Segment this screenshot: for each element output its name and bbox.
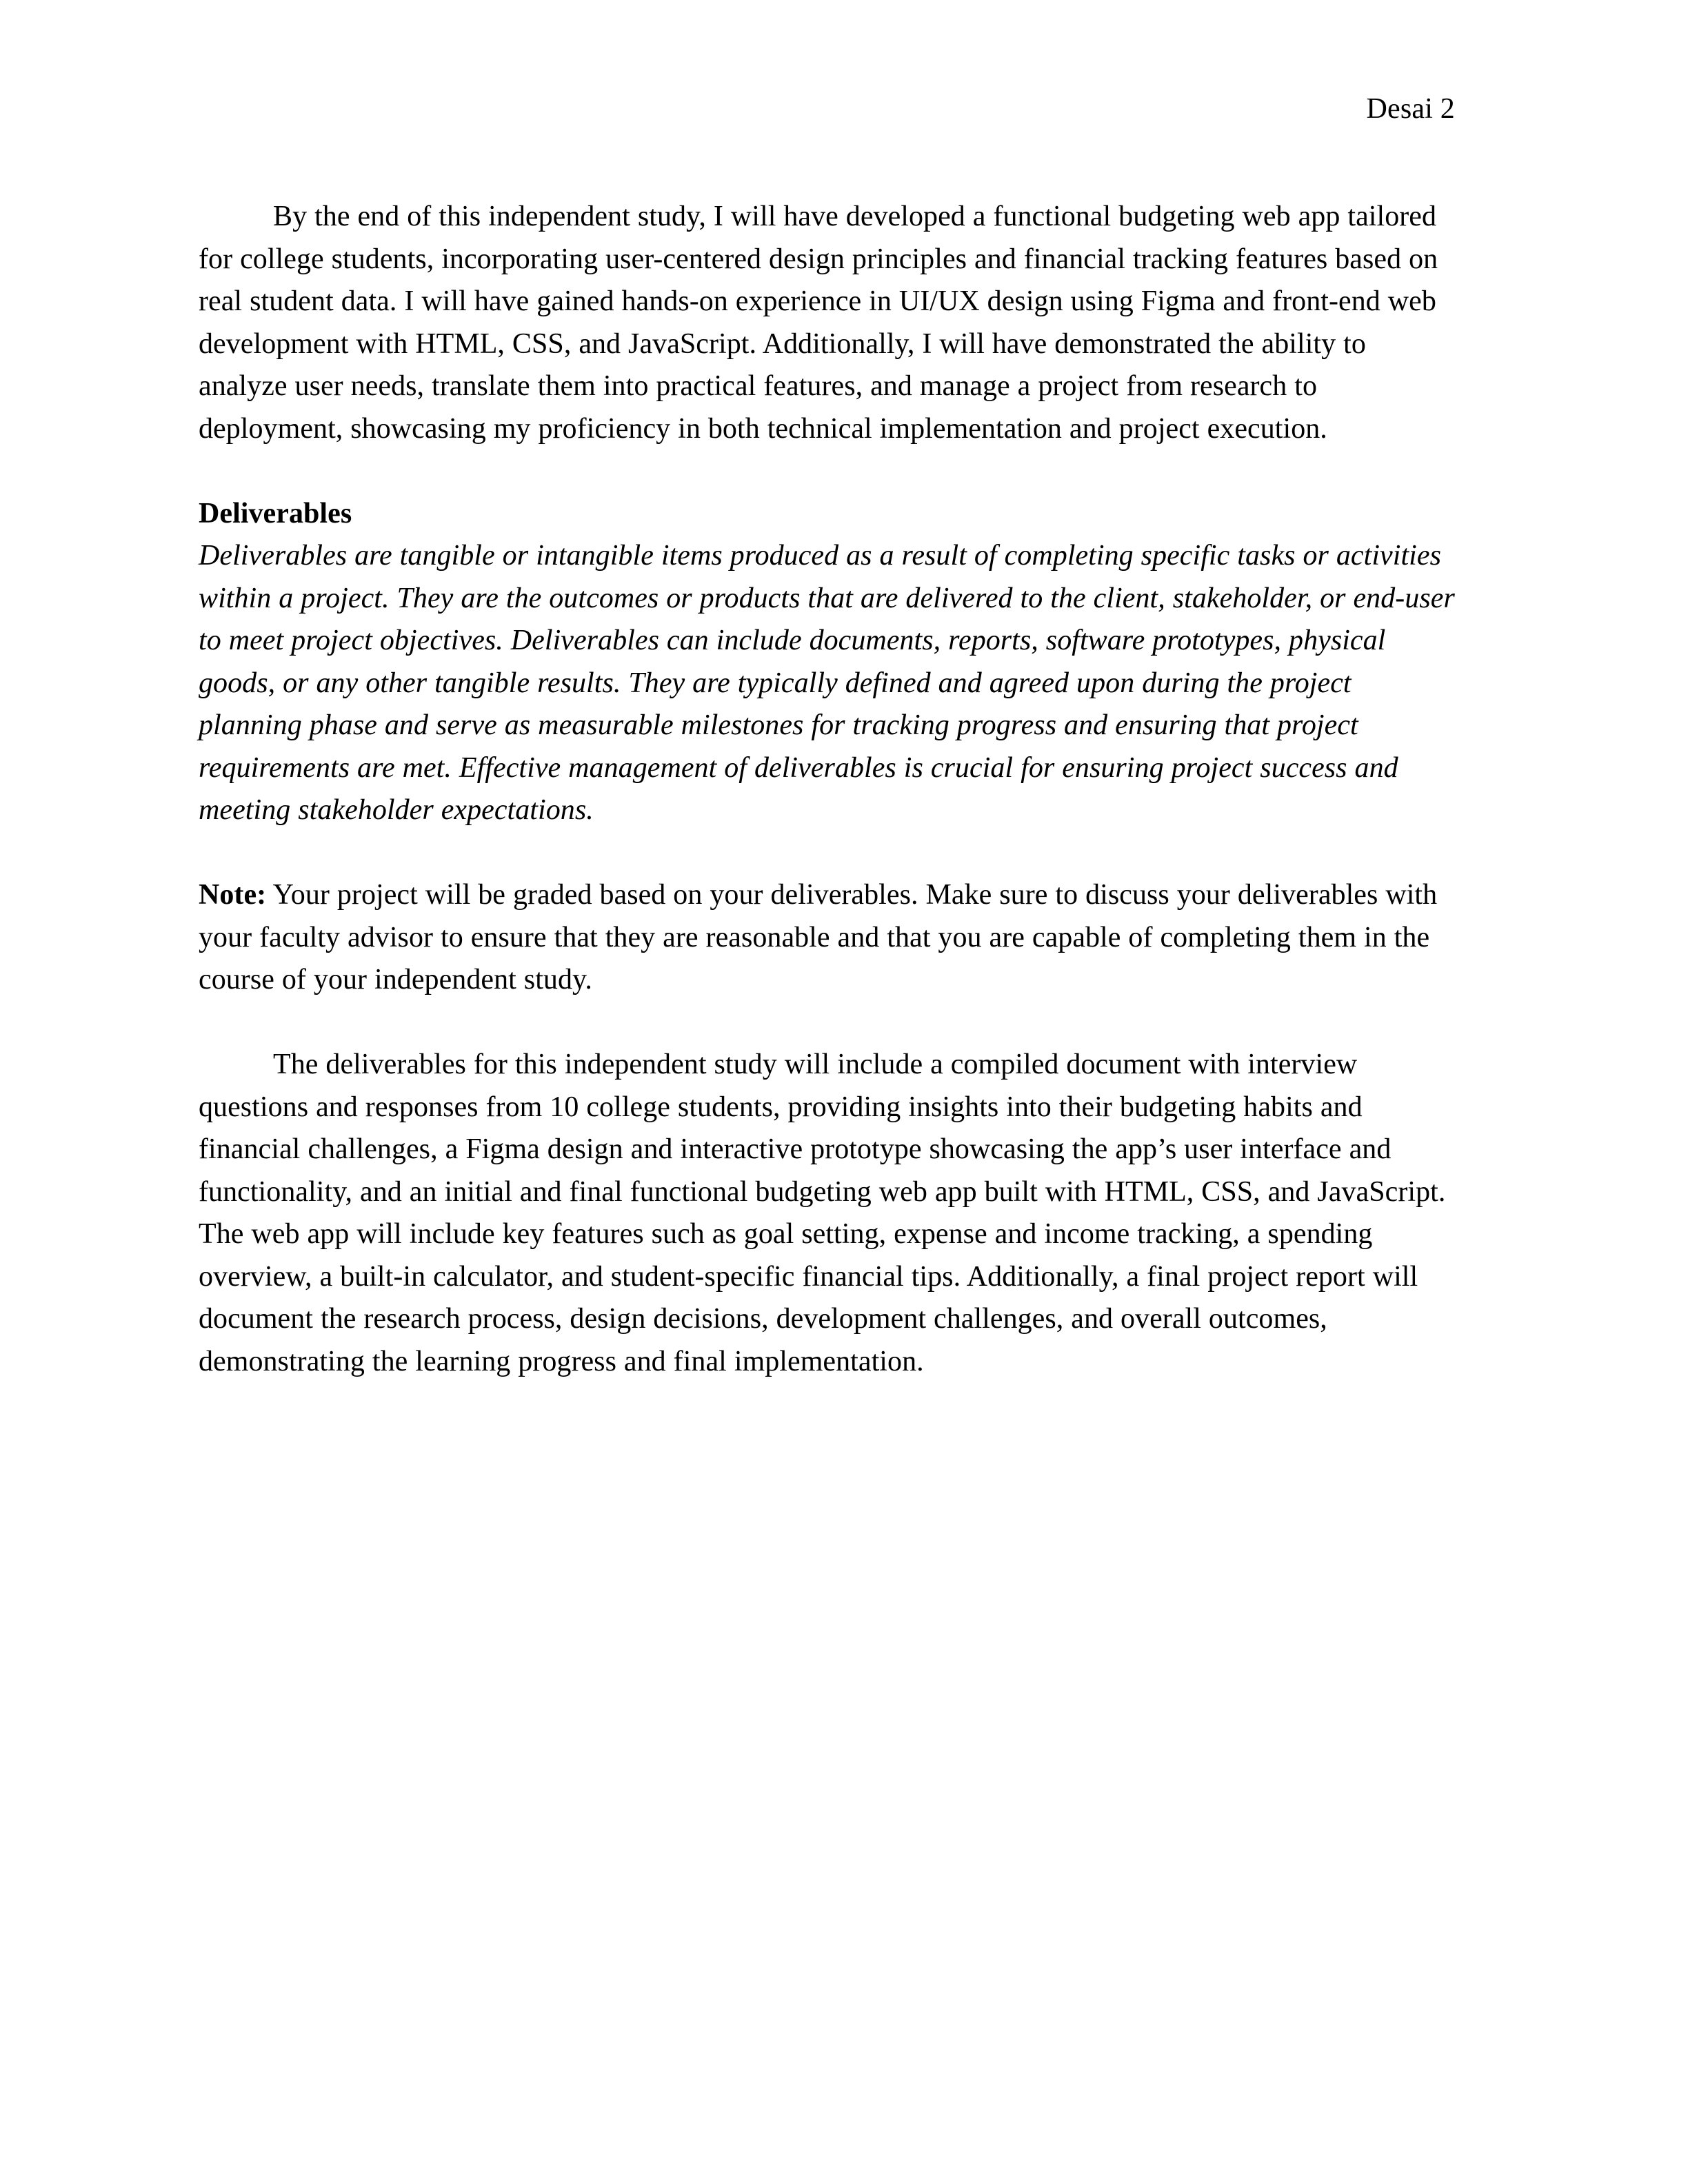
running-header: Desai 2	[1366, 93, 1455, 125]
deliverables-summary-paragraph: The deliverables for this independent study will include a compiled document with interview questions and responses from 10 college students, providing insights into their budgeting habits and financial challenges, a Figma design and interactive prototype showcasing the app’s user interface and functionality, and an initial and final functional budgeting web app built with HTML, CSS, and JavaScript. The web app will include key features such as goal setting, expense and income tracking, a spending overview, a built-in calculator, and student-specific financial tips. Additionally, a final project report will document the research process, design decisions, development challenges, and overall outcomes, demonstrating the learning progress and final implementation.	[199, 1049, 1446, 1377]
note-text: Your project will be graded based on your deliverables. Make sure to discuss your deliverables with your faculty advisor to ensure that they are reasonable and that you are capable of completing them in the course of your independent study.	[199, 879, 1438, 995]
paragraph-spacer	[199, 1002, 1455, 1044]
note-paragraph	[199, 874, 1455, 1002]
paragraph-spacer	[199, 832, 1455, 875]
intro-paragraph: By the end of this independent study, I will have developed a functional budgeting web app tailored for college students, incorporating user-centered design principles and financial tracking features based on real student data. I will have gained hands-on experience in UI/UX design using Figma and front-end web development with HTML, CSS, and JavaScript. Additionally, I will have demonstrated the ability to analyze user needs, translate them into practical features, and manage a project from research to deployment, showcasing my proficiency in both technical implementation and project execution.	[199, 201, 1438, 445]
paragraph-spacer	[199, 450, 1455, 493]
document-body	[199, 196, 1455, 1383]
note-label: Note:	[199, 879, 267, 911]
deliverables-heading: Deliverables	[199, 497, 352, 529]
deliverables-definition-paragraph: Deliverables are tangible or intangible items produced as a result of completing specific tasks or activities within a project. They are the outcomes or products that are delivered to the client, stakeholder, or end-user to meet project objectives. Deliverables can include documents, reports, software prototypes, physical goods, or any other tangible results. They are typically defined and agreed upon during the project planning phase and serve as measurable milestones for tracking progress and ensuring that project requirements are met. Effective management of deliverables is crucial for ensuring project success and meeting stakeholder expectations.	[199, 540, 1455, 826]
